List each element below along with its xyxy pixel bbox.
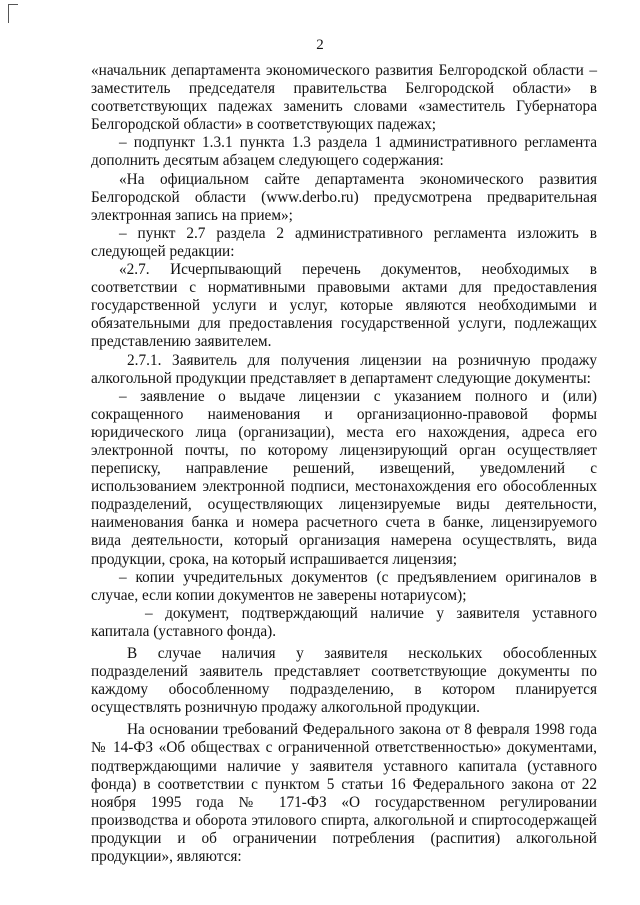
document-body <box>91 62 597 866</box>
paragraph-federal-law: На основании требований Федерального закона от 8 февраля 1998 года № 14-ФЗ «Об обществах с ограниченной ответственностью» документами, подтверждающими наличие у заявителя уставного капитала (уставного фонда) в соответствии с пунктом 5 статьи 16 Федерального закона от 22 ноября 1995 года № 171-ФЗ «О государственном регулировании производства и оборота этилового спирта, алкогольной и спиртосодержащей продукции и об ограничении потребления (распития) алкогольной продукции», являются: <box>91 721 597 866</box>
list-item-founding-documents: – копии учредительных документов (с предъявлением оригиналов в случае, если копии документов не заверены нотариусом); <box>91 568 597 604</box>
paragraph-subpoint-1-3-1: – подпункт 1.3.1 пункта 1.3 раздела 1 административного регламента дополнить десятым абзацем следующего содержания: <box>91 134 597 170</box>
paragraph-2-7-list: «2.7. Исчерпывающий перечень документов, необходимых в соответствии с нормативными правовыми актами для предоставления государственной услуги и услуг, которые являются необходимыми и обязательными для предоставления государственной услуги, подлежащих представлению заявителем. <box>91 261 597 351</box>
paragraph-point-2-7: – пункт 2.7 раздела 2 административного регламента изложить в следующей редакции: <box>91 224 597 260</box>
list-item-capital-document: – документ, подтверждающий наличие у заявителя уставного капитала (уставного фонда). <box>91 604 597 640</box>
paragraph-replacement-wording: «начальник департамента экономического развития Белгородской области – заместитель председателя правительства Белгородской области» в соответствующих падежах заменить словами «заместитель Губернатора Белгородской области» в соответствующих падежах; <box>91 62 597 134</box>
page-number: 2 <box>316 37 324 53</box>
list-item-application: – заявление о выдаче лицензии с указанием полного и (или) сокращенного наименования и организационно-правовой формы юридического лица (организации), места его нахождения, адреса его электронной почты, по которому лицензирующий орган осуществляет переписку, направление решений, извещений, уведомлений с использованием электронной подписи, местонахождения его обособленных подразделений, осуществляющих лицензируемые виды деятельности, наименования банка и номера расчетного счета в банке, лицензируемого вида деятельности, который организация намерена осуществлять, вида продукции, срока, на который испрашивается лицензия; <box>91 387 597 568</box>
scan-corner-mark <box>8 4 18 23</box>
paragraph-website-note: «На официальном сайте департамента экономического развития Белгородской области (www.derbo.ru) предусмотрена предварительная электронная запись на прием»; <box>91 170 597 224</box>
paragraph-subdivisions: В случае наличия у заявителя нескольких обособленных подразделений заявитель представляет соответствующие документы по каждому обособленному подразделению, в котором планируется осуществлять розничную продажу алкогольной продукции. <box>91 645 597 717</box>
paragraph-2-7-1: 2.7.1. Заявитель для получения лицензии на розничную продажу алкогольной продукции представляет в департамент следующие документы: <box>91 351 597 387</box>
